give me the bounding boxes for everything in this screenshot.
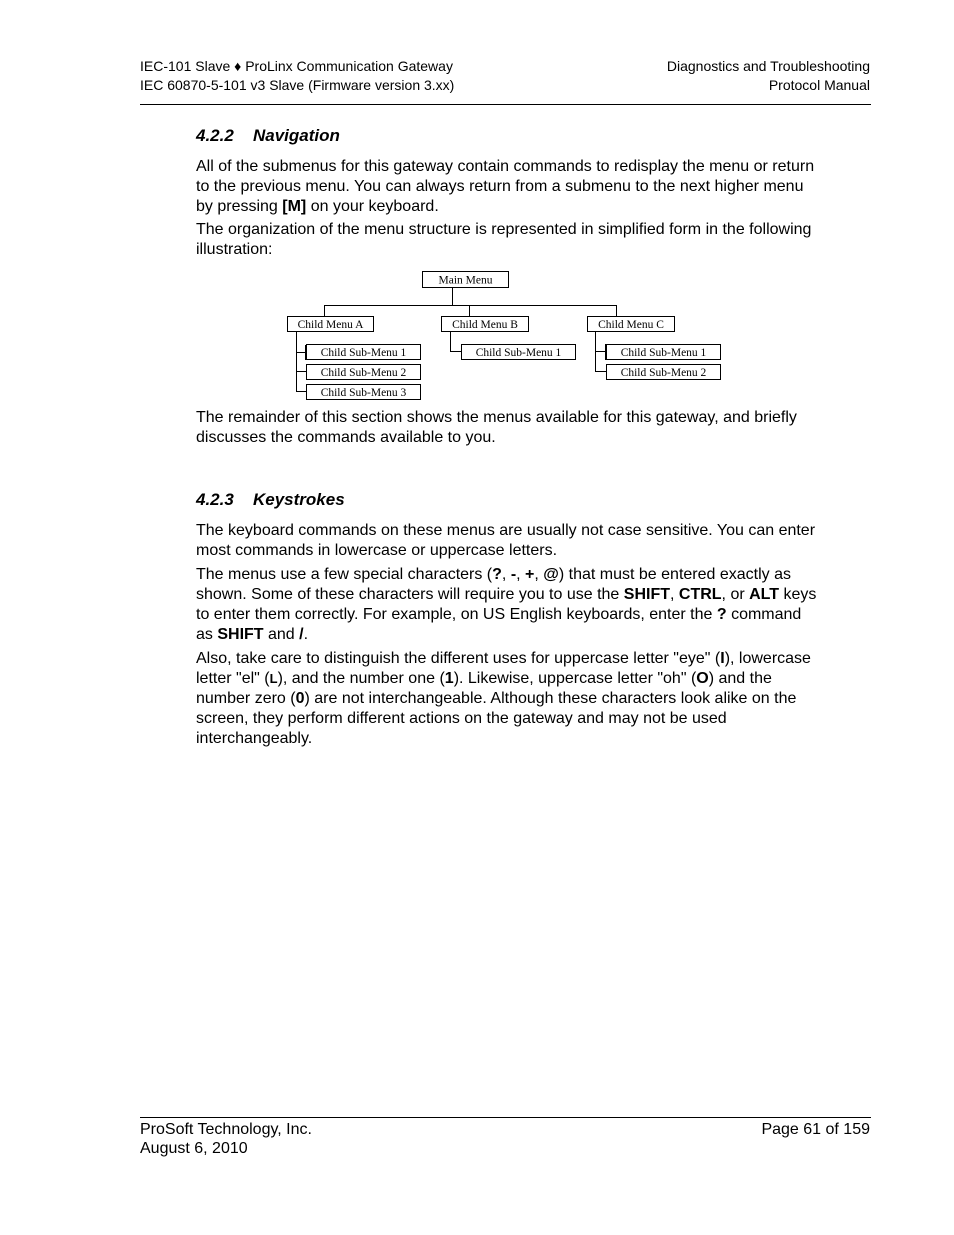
keystrokes-paragraph-3: Also, take care to distinguish the different uses for uppercase letter "eye" (I), lowercase letter "el" (L), and the number one (1). Likewise, uppercase letter "oh" (O) and the number zero (0) are not interchangeable. Although these characters look alike on the screen, they perform different actions on the gateway and may not be used interchangeably. <box>196 650 811 747</box>
char-plus: + <box>525 566 535 583</box>
key-shift: SHIFT <box>623 586 670 603</box>
child-menu-a-label: Child Menu A <box>297 319 364 331</box>
child-menu-b-label: Child Menu B <box>452 319 518 331</box>
char-question: ? <box>492 566 502 583</box>
char-one: 1 <box>444 670 454 687</box>
header-product-line: IEC-101 Slave ♦ ProLinx Communication Gateway <box>140 58 453 74</box>
char-at: @ <box>543 566 559 583</box>
header-firmware-line: IEC 60870-5-101 v3 Slave (Firmware version 3.xx) <box>140 77 455 93</box>
section-title: Navigation <box>253 126 340 145</box>
footer-date: August 6, 2010 <box>140 1140 248 1157</box>
char-lowercase-l: L <box>269 671 278 686</box>
char-uppercase-o: O <box>696 670 709 687</box>
header-manual: Protocol Manual <box>768 77 870 93</box>
key-ctrl: CTRL <box>678 586 722 603</box>
page-header-left <box>140 57 454 95</box>
header-chapter: Diagnostics and Troubleshooting <box>666 58 870 74</box>
page-number: Page 61 of 159 <box>761 1121 870 1138</box>
section-title: Keystrokes <box>253 490 345 509</box>
char-slash: / <box>299 626 304 643</box>
keystrokes-paragraph-1: The keyboard commands on these menus are usually not case sensitive. You can enter most commands in lowercase or uppercase letters. <box>196 522 816 559</box>
char-uppercase-i: I <box>720 650 725 667</box>
page-footer-left <box>140 1120 312 1158</box>
key-m: [M] <box>282 198 307 215</box>
footer-divider <box>140 1117 871 1118</box>
section-heading-navigation <box>196 125 340 147</box>
a-sub-menu-1-label: Child Sub-Menu 1 <box>320 347 407 359</box>
c-sub-menu-1-label: Child Sub-Menu 1 <box>620 347 707 359</box>
footer-company: ProSoft Technology, Inc. <box>140 1121 312 1138</box>
c-sub-menu-2-label: Child Sub-Menu 2 <box>620 367 707 379</box>
char-zero: 0 <box>295 690 305 707</box>
char-minus: - <box>510 566 517 583</box>
section-heading-keystrokes <box>196 489 345 511</box>
char-question-2: ? <box>716 606 727 623</box>
main-menu-label: Main Menu <box>438 274 493 287</box>
navigation-paragraph-1: All of the submenus for this gateway contain commands to redisplay the menu or return to the previous menu. You can always return from a submenu to the next higher menu by pressing [M] on your keyboard. <box>196 158 815 215</box>
menu-structure-diagram <box>286 270 726 402</box>
child-menu-c-label: Child Menu C <box>598 319 664 331</box>
header-divider <box>140 104 871 105</box>
navigation-paragraph-3: The remainder of this section shows the menus available for this gateway, and briefly discusses the commands available to you. <box>196 409 797 446</box>
a-sub-menu-2-label: Child Sub-Menu 2 <box>320 367 407 379</box>
key-alt: ALT <box>749 586 780 603</box>
page-header-right <box>667 57 870 95</box>
navigation-paragraph-2: The organization of the menu structure is represented in simplified form in the following illustration: <box>196 221 812 258</box>
a-sub-menu-3-label: Child Sub-Menu 3 <box>320 387 407 399</box>
key-shift-2: SHIFT <box>217 626 264 643</box>
section-number: 4.2.3 <box>196 490 234 509</box>
keystrokes-paragraph-2: The menus use a few special characters (?, -, +, @) that must be entered exactly as shown. Some of these characters will require you to use the SHIFT, CTRL, or ALT keys to enter them correctly. For example, on US English keyboards, enter the ? command as SHIFT and /. <box>196 566 817 643</box>
section-number: 4.2.2 <box>196 126 234 145</box>
b-sub-menu-1-label: Child Sub-Menu 1 <box>475 347 562 359</box>
